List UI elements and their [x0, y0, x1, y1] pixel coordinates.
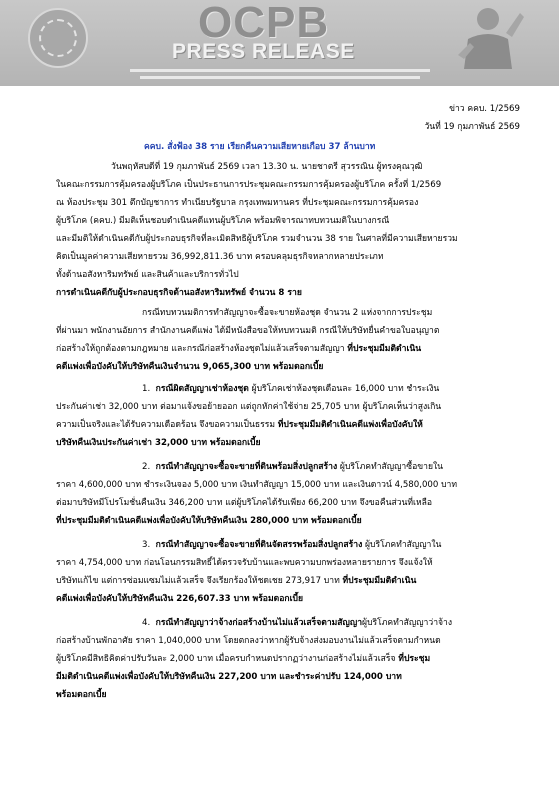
case-1-line-3: ความเป็นจริงและได้รับความเดือดร้อน จึงขอความเป็นธรรม ที่ประชุมมีมติดำเนินคดีแพ่งเพื่อบังคับให้ — [56, 420, 423, 430]
intro-line-7: ทั้งด้านอสังหาริมทรัพย์ และสินค้าและบริการทั่วไป — [56, 270, 239, 280]
case-3-line-1: 3. กรณีทำสัญญาจะซื้อจะขายที่ดินจัดสรรพร้อมสิ่งปลูกสร้าง ผู้บริโภคทำสัญญาใน — [142, 540, 442, 550]
address-line — [130, 69, 430, 72]
section-para-line-1: กรณีทบทวนมติการทำสัญญาจะซื้อจะขายห้องชุด จำนวน 2 แห่งจากการประชุม — [142, 308, 433, 318]
intro-line-5: และมีมติให้ดำเนินคดีกับผู้ประกอบธุรกิจที่ละเมิดสิทธิผู้บริโภค รวมจำนวน 38 ราย ในศาลที่มีความเสียหายรวม — [56, 234, 458, 244]
case-2-line-3: ต่อมาบริษัทมีโปรโมชั่นคืนเงิน 346,200 บาท แต่ผู้บริโภคได้รับเพียง 66,200 บาท จึงขอคืนส่วนที่เหลือ — [56, 498, 433, 508]
press-release-subtitle: PRESS RELEASE — [172, 40, 355, 63]
case-4-line-5: พร้อมดอกเบี้ย — [56, 690, 107, 700]
case-1-line-4: บริษัทคืนเงินประกันค่าเช่า 32,000 บาท พร้อมดอกเบี้ย — [56, 438, 261, 448]
intro-line-6: คิดเป็นมูลค่าความเสียหายรวม 36,992,811.36 บาท ครอบคลุมธุรกิจหลากหลายประเภท — [56, 252, 384, 262]
case-2-line-1: 2. กรณีทำสัญญาจะซื้อจะขายที่ดินพร้อมสิ่งปลูกสร้าง ผู้บริโภคทำสัญญาซื้อขายใน — [142, 462, 444, 472]
section-heading: การดำเนินคดีกับผู้ประกอบธุรกิจด้านอสังหาริมทรัพย์ จำนวน 8 ราย — [56, 288, 302, 298]
case-2-line-2: ราคา 4,600,000 บาท ชำระเงินจอง 5,000 บาท เงินทำสัญญา 15,000 บาท และเงินดาวน์ 4,580,000 บาท — [56, 480, 458, 490]
section-para-line-2: ที่ผ่านมา พนักงานอัยการ สำนักงานคดีแพ่ง ได้มีหนังสือขอให้ทบทวนมติ กรณีให้บริษัทยื่นคำขอใบอนุญาต — [56, 326, 440, 336]
section-para-line-4: คดีแพ่งเพื่อบังคับให้บริษัทคืนเงินจำนวน 9,065,300 บาท พร้อมดอกเบี้ย — [56, 362, 324, 372]
case-3-line-4: คดีแพ่งเพื่อบังคับให้บริษัทคืนเงิน 226,607.33 บาท พร้อมดอกเบี้ย — [56, 594, 304, 604]
case-4-line-3: ผู้บริโภคมีสิทธิคิดค่าปรับวันละ 2,000 บาท เมื่อครบกำหนดปรากฏว่างานก่อสร้างไม่แล้วเสร็จ ที่ประชุม — [56, 654, 431, 664]
case-4-line-1: 4. กรณีทำสัญญาว่าจ้างก่อสร้างบ้านไม่แล้วเสร็จตามสัญญาผู้บริโภคทำสัญญาว่าจ้าง — [142, 618, 453, 628]
intro-line-1: วันพฤหัสบดีที่ 19 กุมภาพันธ์ 2569 เวลา 13.30 น. นายชาตรี สุวรรณิน ผู้ทรงคุณวุฒิ — [111, 162, 423, 172]
case-3-line-2: ราคา 4,754,000 บาท ก่อนโอนกรรมสิทธิ์ได้ตรวจรับบ้านและพบความบกพร่องหลายรายการ จึงแจ้งให้ — [56, 558, 433, 568]
headline: คคบ. สั่งฟ้อง 38 ราย เรียกคืนความเสียหายเกือบ 37 ล้านบาท — [144, 142, 376, 152]
news-number: ข่าว คคบ. 1/2569 — [449, 104, 520, 114]
case-3-line-3: บริษัทแก้ไข แต่การซ่อมแซมไม่แล้วเสร็จ จึงเรียกร้องให้ชดเชย 273,917 บาท ที่ประชุมมีมติดำเนิน — [56, 576, 417, 586]
case-4-line-2: ก่อสร้างบ้านพักอาศัย ราคา 1,040,000 บาท โดยตกลงว่าหากผู้รับจ้างส่งมอบงานไม่แล้วเสร็จตามกำหนด — [56, 636, 441, 646]
intro-line-3: ณ ห้องประชุม 301 ตึกบัญชาการ ทำเนียบรัฐบาล กรุงเทพมหานคร ที่ประชุมคณะกรรมการคุ้มครอง — [56, 198, 419, 208]
brand-title: OCPB — [198, 0, 330, 47]
case-2-line-4: ที่ประชุมมีมติดำเนินคดีแพ่งเพื่อบังคับให้บริษัทคืนเงิน 280,000 บาท พร้อมดอกเบี้ย — [56, 516, 362, 526]
person-illustration-icon — [454, 3, 526, 69]
section-para-line-3: ก่อสร้างให้ถูกต้องตามกฎหมาย และกรณีก่อสร้างห้องชุดไม่แล้วเสร็จตามสัญญา ที่ประชุมมีมติดำเนิน — [56, 344, 422, 354]
release-date: วันที่ 19 กุมภาพันธ์ 2569 — [424, 122, 520, 132]
intro-line-4: ผู้บริโภค (คคบ.) มีมติเห็นชอบดำเนินคดีแทนผู้บริโภค พร้อมพิจารณาทบทวนมติในบางกรณี — [56, 216, 390, 226]
case-1-line-2: ประกันค่าเช่า 32,000 บาท ต่อมาแจ้งขอย้ายออก แต่ถูกหักค่าใช้จ่าย 25,705 บาท ผู้บริโภคเห็นว่าสูงเกิน — [56, 402, 442, 412]
ocpb-seal-icon — [28, 8, 88, 68]
press-release-banner — [0, 0, 559, 86]
case-4-line-4: มีมติดำเนินคดีแพ่งเพื่อบังคับให้บริษัทคืนเงิน 227,200 บาท และชำระค่าปรับ 124,000 บาท — [56, 672, 402, 682]
contact-line — [140, 76, 420, 79]
intro-line-2: ในคณะกรรมการคุ้มครองผู้บริโภค เป็นประธานการประชุมคณะกรรมการคุ้มครองผู้บริโภค ครั้งที่ 1/2569 — [56, 180, 442, 190]
case-1-line-1: 1. กรณีผิดสัญญาเช่าห้องชุด ผู้บริโภคเช่าห้องชุดเดือนละ 16,000 บาท ชำระเงิน — [142, 384, 440, 394]
